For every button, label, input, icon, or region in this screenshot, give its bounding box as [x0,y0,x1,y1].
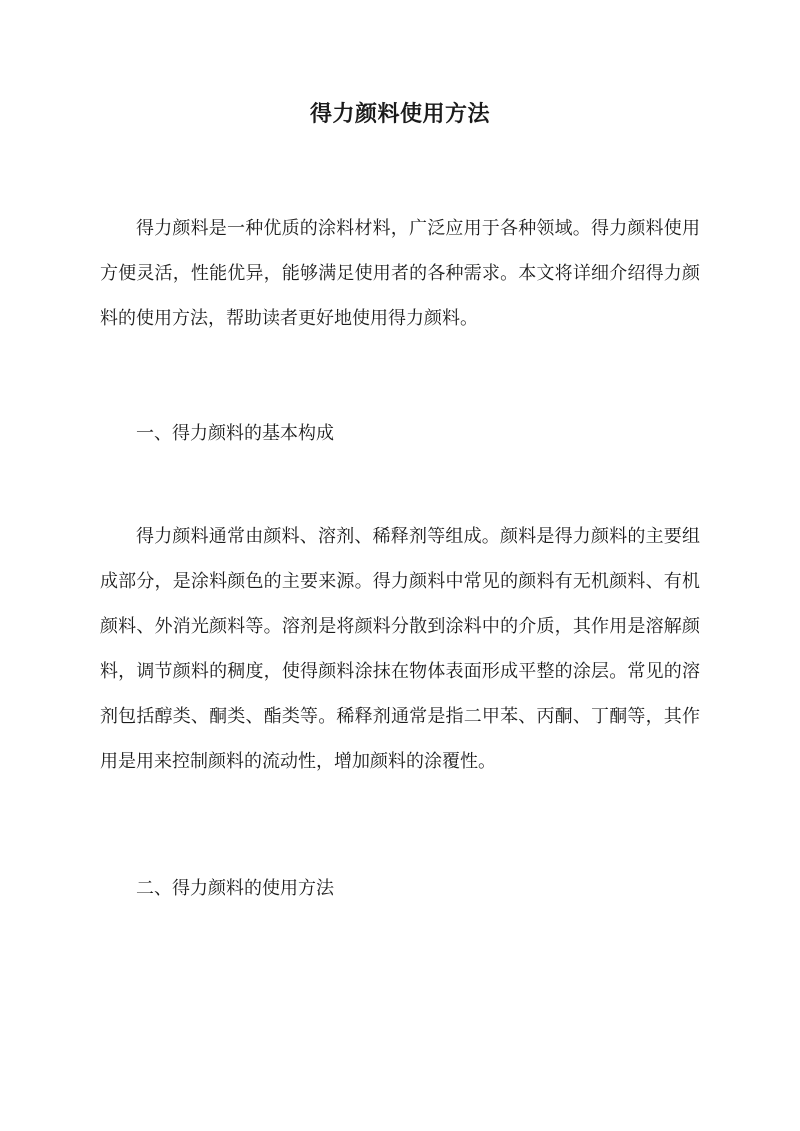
document-title: 得力颜料使用方法 [309,101,490,127]
section-1-paragraph: 得力颜料通常由颜料、溶剂、稀释剂等组成。颜料是得力颜料的主要组成部分，是涂料颜色的主要来源。得力颜料中常见的颜料有无机颜料、有机颜料、外消光颜料等。溶剂是将颜料分散到涂料中的介质，其作用是溶解颜料，调节颜料的稠度，使得颜料涂抹在物体表面形成平整的涂层。常见的溶剂包括醇类、酮类、酯类等。稀释剂通常是指二甲苯、丙酮、丁酮等，其作用是用来控制颜料的流动性，增加颜料的涂覆性。 [100,526,700,772]
intro-paragraph: 得力颜料是一种优质的涂料材料，广泛应用于各种领域。得力颜料使用方便灵活，性能优异，能够满足使用者的各种需求。本文将详细介绍得力颜料的使用方法，帮助读者更好地使用得力颜料。 [100,218,700,329]
section-heading-2: 二、得力颜料的使用方法 [136,878,334,899]
section-heading-1: 一、得力颜料的基本构成 [136,423,334,444]
